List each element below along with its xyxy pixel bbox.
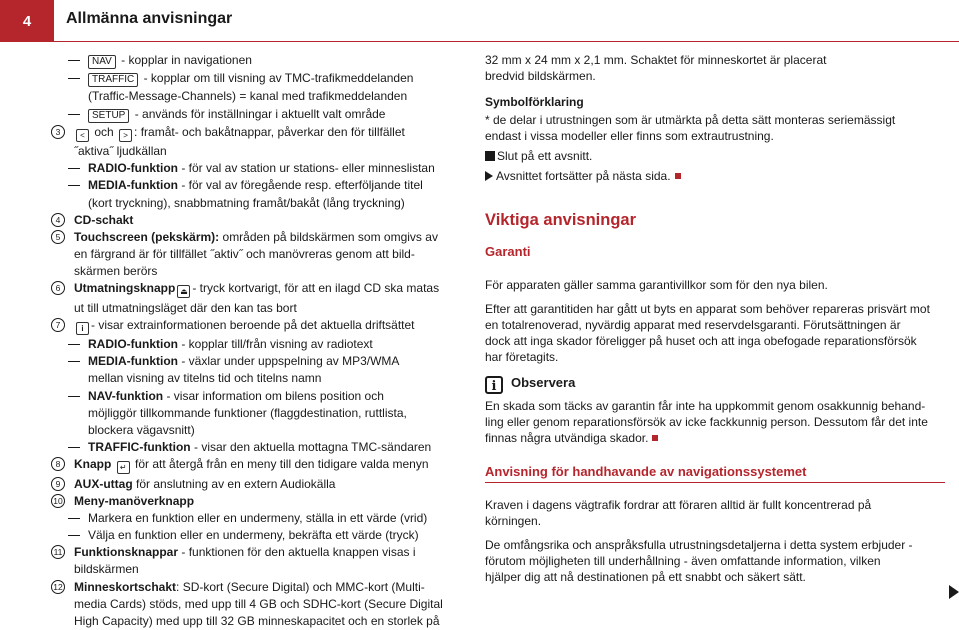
continue-arrow-icon	[949, 585, 959, 599]
symbol-line	[485, 148, 945, 164]
list-item-continuation: (kort tryckning), snabbmatning framåt/bakåt (lång tryckning)	[88, 195, 405, 210]
list-item-continuation: mellan visning av titelns tid och titelns namn	[88, 371, 322, 386]
paragraph-line: För apparaten gäller samma garantivillkor som för den nya bilen.	[485, 278, 828, 292]
list-item	[0, 439, 470, 455]
list-item-continuation: möjliggör tillkommande funktioner (flaggdestination, ruttlista,	[88, 405, 407, 420]
paragraph-line: dock att inga skador föreligger på huset och att inga obefogade reparationsförsök	[485, 334, 917, 348]
list-item	[0, 280, 470, 298]
item-text: - för val av station ur stations- eller minneslistan	[181, 161, 435, 176]
symbol-line	[485, 168, 945, 184]
list-item	[0, 124, 470, 142]
list-item	[0, 388, 470, 404]
list-item	[0, 52, 470, 69]
list-item	[0, 160, 470, 176]
item-text: - kopplar till/från visning av radiotext	[181, 337, 373, 351]
nav-key: NAV	[88, 55, 116, 69]
chevron-right-icon: >	[119, 129, 132, 142]
info-icon: i	[76, 322, 89, 335]
item-text: - kopplar om till visning av TMC-trafikmeddelanden	[143, 71, 414, 86]
item-text: - visar information om bilens position och	[166, 388, 384, 403]
section-title: Anvisning för handhavande av navigationssystemet	[485, 464, 945, 483]
callout-number: 5	[51, 230, 65, 244]
traffic-key: TRAFFIC	[88, 73, 138, 87]
paragraph-line: körningen.	[485, 514, 542, 528]
item-text: - för val av föregående resp. efterföljande titel	[181, 178, 423, 193]
triangle-right-icon	[485, 171, 493, 181]
paragraph-line: * de delar i utrustningen som är utmärkta på detta sätt monteras seriemässigt	[485, 113, 896, 127]
callout-number: 8	[51, 457, 65, 471]
subsection-title: Garanti	[485, 244, 531, 259]
item-label: RADIO-funktion	[88, 337, 178, 351]
symbol-heading: Symbolförklaring	[485, 95, 584, 109]
page-title: Allmänna anvisningar	[66, 10, 233, 27]
paragraph-line: förutom möjligheten till underhållning - även omfattande information, vilken	[485, 554, 881, 568]
item-label: TRAFFIC-funktion	[88, 440, 191, 455]
item-text: för att återgå från en meny till den tidigare valda menyn	[135, 457, 429, 472]
paragraph-line: 32 mm x 24 mm x 2,1 mm. Schaktet för minneskortet är placerat	[485, 53, 827, 67]
paragraph-line: Efter att garantitiden har gått ut byts en apparat som behöver repareras prisvärt mot	[485, 302, 930, 316]
list-item	[0, 353, 470, 369]
item-text: - tryck kortvarigt, för att en ilagd CD ska matas	[192, 281, 440, 296]
item-text: : SD-kort (Secure Digital) och MMC-kort (Multi-	[176, 579, 425, 594]
list-item-continuation: skärmen berörs	[74, 264, 158, 279]
callout-number: 6	[51, 281, 65, 295]
item-label: MEDIA-funktion	[88, 354, 178, 369]
callout-number: 9	[51, 477, 65, 491]
red-square-icon	[675, 173, 681, 179]
paragraph-line: har företagits.	[485, 350, 559, 364]
list-item-continuation: (Traffic-Message-Channels) = kanal med trafikmeddelanden	[88, 89, 408, 104]
item-text: - visar den aktuella mottagna TMC-sändaren	[193, 440, 432, 455]
list-item-continuation: ut till utmatningsläget där den kan tas bort	[74, 300, 297, 315]
callout-number: 3	[51, 125, 65, 139]
header-rule	[54, 41, 959, 42]
list-item-continuation: High Capacity) med upp till 32 GB minneskapacitet och en storlek på	[74, 614, 440, 628]
list-item-continuation: ˝aktiva˝ ljudkällan	[74, 143, 167, 158]
item-text: - används för inställningar i aktuellt valt område	[134, 106, 386, 121]
item-label: Knapp	[74, 457, 112, 472]
left-column	[0, 52, 470, 630]
red-square-icon	[652, 435, 658, 441]
paragraph-line: hjälper dig att nå destinationen på ett snabbt och säkert sätt.	[485, 570, 806, 584]
list-item	[0, 544, 470, 560]
info-icon: i	[485, 376, 503, 394]
item-text: områden på bildskärmen som omgivs av	[222, 229, 438, 244]
item-text: - funktionen för den aktuella knappen visas i	[181, 545, 416, 560]
black-square-icon	[485, 151, 495, 161]
item-label: NAV-funktion	[88, 388, 164, 403]
note-title: Observera	[511, 375, 576, 390]
callout-number: 12	[51, 580, 65, 594]
list-item: Välja en funktion eller en undermeny, bekräfta ett värde (tryck)	[0, 527, 470, 543]
list-item-continuation: bildskärmen	[74, 562, 139, 577]
callout-number: 10	[51, 494, 65, 508]
setup-key: SETUP	[88, 109, 129, 123]
list-item	[0, 177, 470, 193]
callout-number: 7	[51, 318, 65, 332]
list-item	[0, 336, 470, 352]
list-item	[0, 579, 470, 595]
paragraph-line: De omfångsrika och anspråksfulla utrustningsdetaljerna i detta system erbjuder -	[485, 538, 913, 552]
chevron-left-icon: <	[76, 129, 89, 142]
item-label: Utmatningsknapp	[74, 281, 176, 296]
list-item	[0, 212, 470, 228]
list-item: Markera en funktion eller en undermeny, ställa in ett värde (vrid)	[0, 510, 470, 526]
list-item	[0, 70, 470, 87]
item-text: och	[94, 124, 114, 139]
list-item	[0, 476, 470, 492]
paragraph-line: en totalrenoverad, nyvärdig apparat med reservdelsgaranti. Förutsättningen är	[485, 318, 901, 332]
section-title: Viktiga anvisningar	[485, 211, 636, 229]
return-icon: ↵	[117, 461, 130, 474]
page-header	[0, 0, 959, 42]
item-text: Avsnittet fortsätter på nästa sida.	[496, 169, 671, 183]
item-text: - kopplar in navigationen	[121, 53, 252, 67]
paragraph-line: bredvid bildskärmen.	[485, 69, 596, 83]
item-text: Slut på ett avsnitt.	[497, 149, 593, 163]
list-item-continuation: media Cards) stöds, med upp till 4 GB och SDHC-kort (Secure Digital	[74, 596, 443, 611]
item-label: AUX-uttag	[74, 476, 133, 491]
item-label: MEDIA-funktion	[88, 178, 178, 193]
item-text: - växlar under uppspelning av MP3/WMA	[181, 354, 400, 369]
paragraph-line: endast i vissa modeller eller finns som extrautrustning.	[485, 129, 774, 143]
page-number: 4	[0, 0, 54, 42]
item-text: - visar extrainformationen beroende på det aktuella driftsättet	[91, 317, 415, 332]
paragraph-line: Kraven i dagens vägtrafik fordrar att föraren alltid är fullt koncentrerad på	[485, 498, 872, 512]
paragraph-line: ling eller genom reparationsförsök av icke fackkunnig person. Dessutom får det inte	[485, 415, 928, 429]
item-label: CD-schakt	[74, 212, 134, 227]
list-item-continuation: blockera vägavsnitt)	[88, 422, 195, 437]
paragraph-line: En skada som täcks av garantin får inte ha uppkommit genom osakkunnig behand-	[485, 399, 926, 413]
note-heading	[485, 375, 945, 394]
callout-number: 4	[51, 213, 65, 227]
list-item	[0, 317, 470, 335]
list-item	[0, 229, 470, 245]
list-item	[0, 493, 470, 509]
right-column	[485, 52, 945, 585]
item-label: Meny-manöverknapp	[74, 493, 195, 508]
item-text: för anslutning av en extern Audiokälla	[136, 476, 336, 491]
list-item	[0, 106, 470, 123]
item-text: finnas några utvändiga skador.	[485, 431, 649, 445]
eject-icon: ⏏	[177, 285, 190, 298]
callout-number: 11	[51, 545, 65, 559]
item-label: Minneskortschakt	[74, 579, 177, 594]
item-text: : framåt- och bakåtnappar, påverkar den för tillfället	[134, 124, 405, 139]
list-item	[0, 456, 470, 474]
item-label: Funktionsknappar	[74, 545, 179, 560]
list-item-continuation: en färgrand är för tillfället ˝aktiv˝ och manövreras genom att bild-	[74, 247, 415, 262]
paragraph-line	[485, 430, 945, 446]
item-label: RADIO-funktion	[88, 161, 178, 176]
item-label: Touchscreen (pekskärm):	[74, 229, 220, 244]
